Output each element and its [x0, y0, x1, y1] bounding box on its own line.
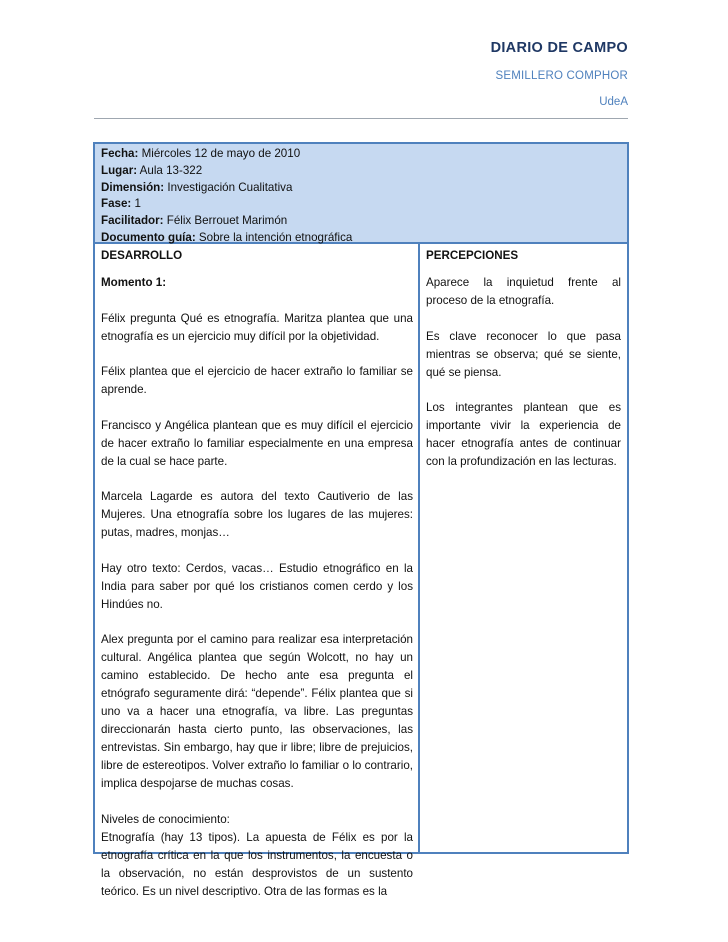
moment-label: Momento 1: — [101, 276, 167, 289]
desarrollo-paragraph: Hay otro texto: Cerdos, vacas… Estudio etnográfico en la India para saber por qué los cristianos comen cerdo y los Hindúes no. — [101, 561, 413, 611]
desarrollo-paragraph: Marcela Lagarde es autora del texto Cautiverio de las Mujeres. Una etnografía sobre los lugares de las mujeres: putas, madres, monjas… — [101, 490, 413, 539]
percepciones-column — [420, 244, 627, 852]
session-info-block — [95, 144, 627, 242]
desarrollo-paragraph: Francisco y Angélica plantean que es muy difícil el ejercicio de hacer extraño lo familiar especialmente en una empresa de la cual se hace parte. — [101, 418, 413, 468]
desarrollo-paragraph: Alex pregunta por el camino para realizar esa interpretación cultural. Angélica plantea que según Wolcott, no hay un camino establecido. De hecho ante esa pregunta el etnógrafo seguramente dirá: “depende”. Félix plantea que si uno va a hacer una etnografía, va libre. Las preguntas direccionarán hasta cierto punto, las observaciones, las entrevistas. Sin embargo, hay que ir libre; libre de prejuicios, libre de estereotipos. Volver extraño lo familiar o lo contrario, implica despojarse de muchas cosas. — [101, 633, 413, 790]
levels-title: Niveles de conocimiento: — [101, 812, 230, 826]
percepcion-paragraph: Es clave reconocer lo que pasa mientras se observa; qué se siente, qué se piensa. — [426, 329, 621, 379]
content-columns — [95, 242, 627, 898]
desarrollo-heading: DESARROLLO — [101, 249, 183, 262]
document-title: DIARIO DE CAMPO — [490, 40, 628, 56]
institution-name: UdeA — [599, 96, 628, 108]
levels-text: Etnografía (hay 13 tipos). La apuesta de Félix es por la etnografía crítica en la que los instrumentos, la encuesta o la observación, no están desprovistos de un sustento teórico. Es un nivel descriptivo. Otra de las formas es la — [101, 830, 413, 898]
percepciones-heading: PERCEPCIONES — [426, 249, 519, 262]
field-diary-table — [93, 142, 629, 898]
percepcion-paragraph: Los integrantes plantean que es importante vivir la experiencia de hacer etnografía antes de continuar con la profundización en las lecturas. — [426, 401, 621, 468]
desarrollo-column — [95, 244, 420, 898]
desarrollo-paragraph: Félix pregunta Qué es etnografía. Maritza plantea que una etnografía es un ejercicio muy difícil por la objetividad. — [101, 311, 413, 343]
meta-facilitator: Facilitador: Félix Berrouet Marimón — [101, 214, 288, 228]
percepcion-paragraph: Aparece la inquietud frente al proceso de la etnografía. — [426, 276, 621, 307]
meta-dimension: Dimensión: Investigación Cualitativa — [101, 180, 293, 194]
meta-date: Fecha: Miércoles 12 de mayo de 2010 — [101, 147, 301, 160]
desarrollo-paragraph: Félix plantea que el ejercicio de hacer extraño lo familiar se aprende. — [101, 365, 413, 396]
document-subtitle: SEMILLERO COMPHOR — [495, 70, 628, 82]
header-rule — [94, 118, 628, 119]
meta-phase: Fase: 1 — [101, 197, 141, 211]
meta-guide-document: Documento guía: Sobre la intención etnográfica — [101, 230, 353, 244]
meta-place: Lugar: Aula 13-322 — [101, 163, 203, 177]
